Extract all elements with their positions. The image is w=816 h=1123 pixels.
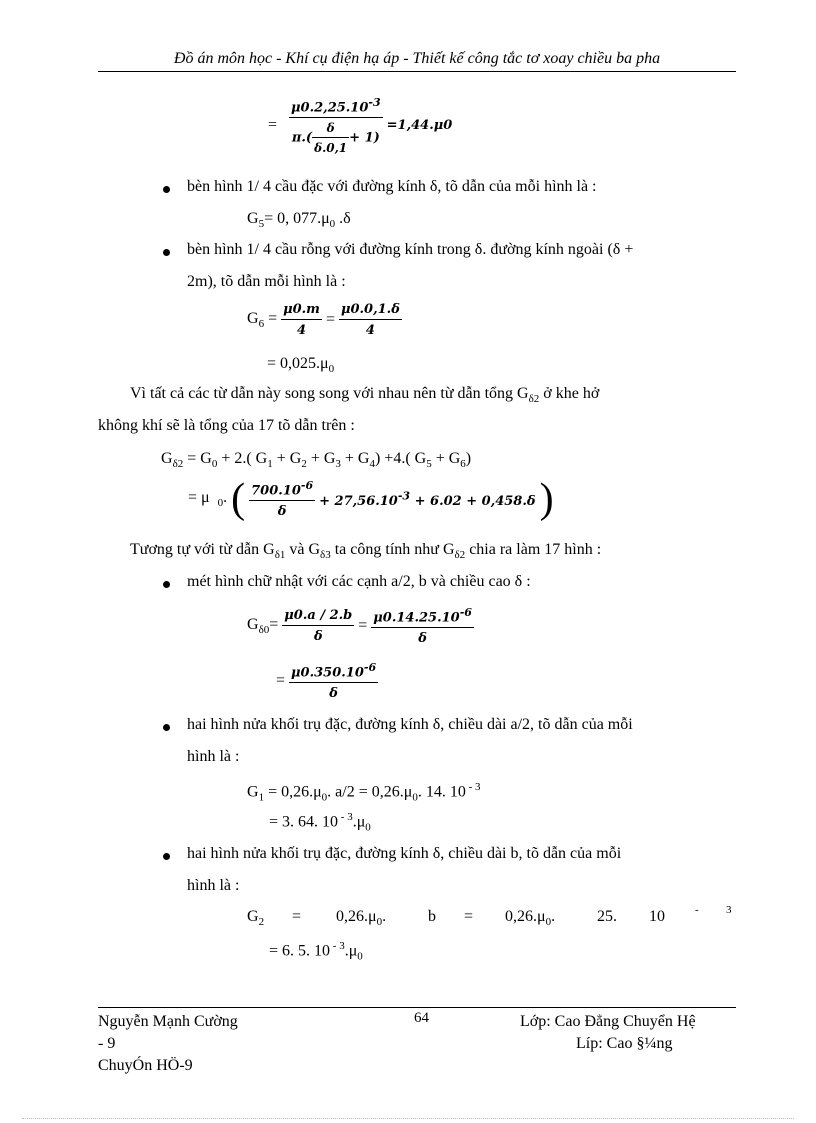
- bullet-text: hai hình nửa khối trụ đặc, đường kính δ, chiều dài a/2, tõ dẫn của mỗi: [187, 716, 633, 733]
- footer-author: Nguyễn Mạnh Cường: [98, 1013, 238, 1030]
- paragraph-cont: không khí sẽ là tổng của 17 tõ dẫn trên :: [98, 417, 355, 434]
- equation-g6: $G_6$ = $\frac{\mu 0.m}{4}$ = $\frac{\mu 0.0,1.\delta}{4}$: [247, 302, 400, 338]
- equation-g80: $G_{\delta 0}=$ $\frac{\mu 0.a / 2.b}{\delta}$ = $\frac{\mu 0.14.25.10^{-6}}{\delta}$: [247, 606, 472, 647]
- page-bottom-rule: [22, 1118, 794, 1119]
- bullet-text-cont: 2m), tõ dẫn mỗi hình là :: [187, 273, 346, 290]
- equation-gsum: $G_{\delta 2} = G_0 + 2$.( $G_1 + G_2 + G_3 + G_4) +4$.( $G_5 + G_6$): [161, 450, 472, 471]
- equation-g80-result: = $\frac{\mu 0.350.10^{-6}}{\delta}$: [276, 661, 377, 702]
- footer-author-cont2: ChuyÓn HÖ-9: [98, 1057, 193, 1074]
- bullet-text: mét hình chữ nhật với các cạnh a/2, b và chiều cao δ :: [187, 573, 531, 590]
- bullet-icon: [163, 853, 170, 860]
- equation-top: = $\mu 0.2,25.10^{-3}$ π.( $\frac{\delta}{\delta.0,1}$ + 1) =1,44.μ0: [268, 96, 453, 156]
- bullet-text: hai hình nửa khối trụ đặc, đường kính δ, chiều dài b, tõ dẫn của mỗi: [187, 845, 622, 862]
- bullet-text-cont: hình là :: [187, 748, 240, 765]
- equation-g5: $G_5= 0$, $077.\mu_0$ .δ: [247, 210, 351, 231]
- bullet-text: bèn hình 1/ 4 cầu đặc với đường kính δ, tõ dẫn của mỗi hình là :: [187, 178, 597, 195]
- equation-g1-result: = 3. 64. 10 $^{- 3}.\mu_0$: [269, 811, 371, 834]
- paragraph: Tương tự với từ dẫn $G_{\delta 1}$ và $G_{\delta 3}$ ta công tính như $G_{\delta 2}$ chia ra làm 17 hình :: [130, 541, 602, 562]
- footer-class: Lớp: Cao Đẳng Chuyển Hệ: [520, 1013, 696, 1030]
- equation-g2: $G_2$: [247, 908, 265, 929]
- page-header: Đồ án môn học - Khí cụ điện hạ áp - Thiết kế công tắc tơ xoay chiều ba pha: [173, 50, 661, 67]
- bullet-icon: [163, 724, 170, 731]
- bullet-icon: [163, 581, 170, 588]
- equation-g2-result: = 6. 5. 10 $^{- 3}.\mu_0$: [269, 940, 363, 963]
- bullet-text: bèn hình 1/ 4 cầu rỗng với đường kính trong δ. đường kính ngoài (δ +: [187, 241, 634, 258]
- equation-gsum-expanded: = μ $_0$. ( $\frac{700.10^{-6}}{\delta}$ + $27,56.10^{-3} + 6.02 + 0,458.\delta$ ): [188, 476, 554, 522]
- bullet-icon: [163, 249, 170, 256]
- equation-g6-result: = $0,025.\mu_0$: [267, 355, 335, 376]
- footer-rule: [98, 1007, 736, 1008]
- header-rule: [98, 71, 736, 72]
- footer-class-cont: Líp: Cao §¼ng: [576, 1035, 673, 1052]
- bullet-text-cont: hình là :: [187, 877, 240, 894]
- page-number: 64: [414, 1010, 429, 1026]
- bullet-icon: [163, 186, 170, 193]
- paragraph: Vì tất cả các từ dẫn này song song với nhau nên từ dẫn tổng $G_{\delta 2}$ ở khe hở: [130, 385, 600, 406]
- equation-g1: $G_1 = 0,26.\mu_0$. $a/2 = 0,26.\mu_0$. 14. 10 $^{- 3}$: [247, 781, 481, 804]
- footer-author-cont: - 9: [98, 1035, 116, 1052]
